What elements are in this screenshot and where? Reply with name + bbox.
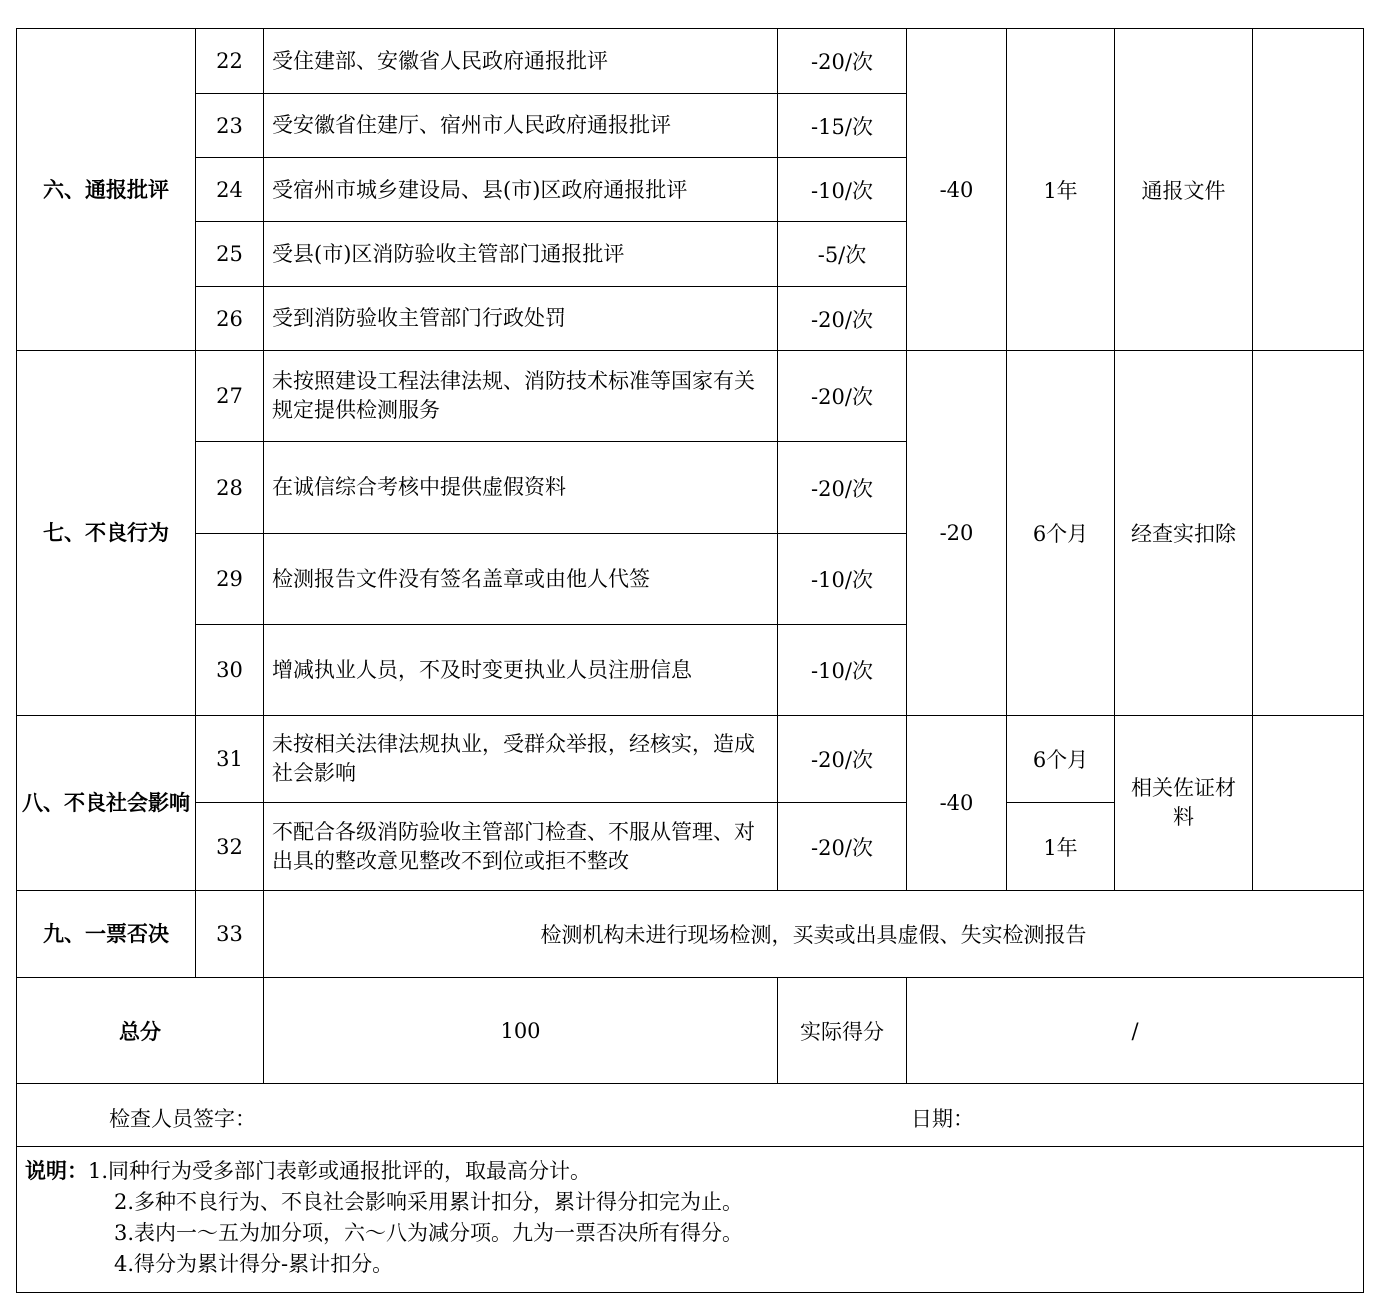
item-description: 增减执业人员，不及时变更执业人员注册信息: [264, 625, 778, 716]
item-number: 28: [196, 442, 264, 534]
item-number: 33: [196, 891, 264, 978]
table-row: [17, 29, 1364, 94]
notes-section: [17, 1147, 1364, 1293]
basis-cell: 经查实扣除: [1115, 351, 1253, 716]
remarks-cell: [1253, 351, 1364, 716]
item-number: 32: [196, 803, 264, 891]
category-cell: 八、不良社会影响: [17, 716, 196, 891]
table-row: [17, 351, 1364, 442]
remarks-cell: [1253, 29, 1364, 351]
item-score: -20/次: [778, 29, 907, 94]
veto-description: 检测机构未进行现场检测，买卖或出具虚假、失实检测报告: [264, 891, 1364, 978]
item-description: 受宿州市城乡建设局、县(市)区政府通报批评: [264, 158, 778, 222]
category-cell: 六、通报批评: [17, 29, 196, 351]
actual-score-value: /: [907, 978, 1364, 1084]
item-description: 检测报告文件没有签名盖章或由他人代签: [264, 534, 778, 625]
item-description: 受到消防验收主管部门行政处罚: [264, 287, 778, 351]
item-score: -20/次: [778, 716, 907, 803]
total-label: 总分: [17, 978, 264, 1084]
total-value: 100: [264, 978, 778, 1084]
item-number: 25: [196, 222, 264, 287]
item-score: -10/次: [778, 625, 907, 716]
item-number: 26: [196, 287, 264, 351]
item-number: 27: [196, 351, 264, 442]
item-score: -20/次: [778, 351, 907, 442]
period-cell: 6个月: [1007, 351, 1115, 716]
remarks-cell: [1253, 716, 1364, 891]
item-score: -20/次: [778, 803, 907, 891]
note-item: 4.得分为累计得分-累计扣分。: [114, 1252, 394, 1276]
item-description: 在诚信综合考核中提供虚假资料: [264, 442, 778, 534]
period-cell: 6个月: [1007, 716, 1115, 803]
limit-cell: -40: [907, 29, 1007, 351]
limit-cell: -40: [907, 716, 1007, 891]
item-description: 受县(市)区消防验收主管部门通报批评: [264, 222, 778, 287]
item-number: 29: [196, 534, 264, 625]
table-row: [17, 891, 1364, 978]
item-description: 未按照建设工程法律法规、消防技术标准等国家有关规定提供检测服务: [264, 351, 778, 442]
item-score: -15/次: [778, 94, 907, 158]
item-score: -10/次: [778, 158, 907, 222]
item-number: 23: [196, 94, 264, 158]
limit-cell: -20: [907, 351, 1007, 716]
actual-score-label: 实际得分: [778, 978, 907, 1084]
item-number: 24: [196, 158, 264, 222]
table-row: [17, 716, 1364, 803]
credit-assessment-table: [16, 28, 1364, 1293]
signature-row: [17, 1084, 1364, 1147]
item-description: 受住建部、安徽省人民政府通报批评: [264, 29, 778, 94]
basis-cell: 相关佐证材料: [1115, 716, 1253, 891]
total-row: [17, 978, 1364, 1084]
item-number: 30: [196, 625, 264, 716]
item-description: 受安徽省住建厅、宿州市人民政府通报批评: [264, 94, 778, 158]
item-description: 不配合各级消防验收主管部门检查、不服从管理、对出具的整改意见整改不到位或拒不整改: [264, 803, 778, 891]
item-description: 未按相关法律法规执业，受群众举报，经核实，造成社会影响: [264, 716, 778, 803]
period-cell: 1年: [1007, 803, 1115, 891]
notes-row: [17, 1147, 1364, 1293]
note-item: 1.同种行为受多部门表彰或通报批评的，取最高分计。: [88, 1159, 592, 1183]
item-score: -20/次: [778, 442, 907, 534]
inspector-signature-label: 检查人员签字：: [109, 1107, 256, 1131]
item-number: 22: [196, 29, 264, 94]
category-cell: 七、不良行为: [17, 351, 196, 716]
category-cell: 九、一票否决: [17, 891, 196, 978]
date-label: 日期：: [911, 1107, 974, 1131]
notes-title: 说明：: [25, 1158, 88, 1183]
note-item: 3.表内一～五为加分项，六～八为减分项。九为一票否决所有得分。: [114, 1221, 744, 1245]
item-score: -10/次: [778, 534, 907, 625]
basis-cell: 通报文件: [1115, 29, 1253, 351]
note-item: 2.多种不良行为、不良社会影响采用累计扣分，累计得分扣完为止。: [114, 1190, 744, 1214]
item-number: 31: [196, 716, 264, 803]
item-score: -20/次: [778, 287, 907, 351]
item-score: -5/次: [778, 222, 907, 287]
period-cell: 1年: [1007, 29, 1115, 351]
